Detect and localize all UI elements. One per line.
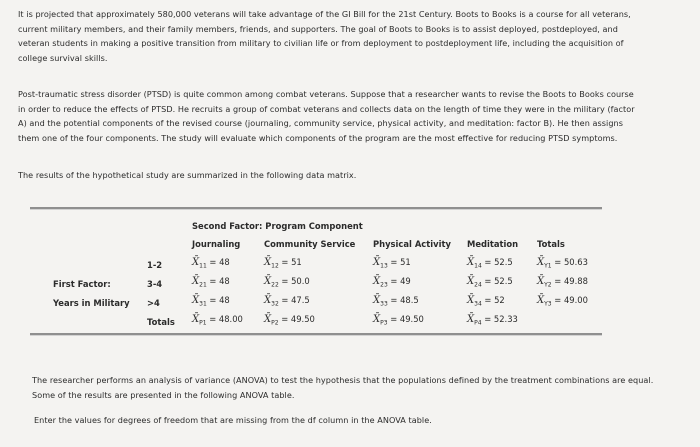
cell-subscript: 14: [474, 262, 482, 270]
row-label-totals: Totals: [147, 317, 175, 327]
instruction-line: Enter the values for degrees of freedom that are missing from the df column in the ANOVA table.: [34, 415, 432, 425]
cell-mean: [264, 276, 310, 289]
cell-value: = 50.0: [278, 276, 310, 286]
intro-paragraph: [18, 7, 688, 65]
intro-line: current military members, and their family members, friends, and supporters. The goal of Boots to Books is to assist deployed, postdeployed, and: [18, 23, 618, 34]
cell-subscript: 32: [271, 300, 279, 308]
column-header-physical-activity: Physical Activity: [373, 239, 451, 249]
anova-line: Some of the results are presented in the following ANOVA table.: [32, 389, 295, 400]
xbar-symbol: X̄: [264, 276, 272, 287]
first-factor-sublabel: Years in Military: [53, 298, 130, 308]
first-factor-label: First Factor:: [53, 279, 111, 289]
cell-mean: [192, 314, 243, 327]
cell-subscript: 34: [474, 300, 482, 308]
cell-subscript: 31: [199, 300, 207, 308]
xbar-symbol: X̄: [467, 314, 475, 325]
cell-mean: [373, 295, 419, 308]
xbar-symbol: X̄: [537, 257, 545, 268]
cell-subscript: 12: [271, 262, 279, 270]
cell-mean: [373, 314, 424, 327]
cell-mean: [467, 295, 505, 308]
xbar-symbol: X̄: [537, 276, 545, 287]
instruction-text: [34, 413, 700, 428]
cell-subscript: 23: [380, 281, 388, 289]
ptsd-line: them one of the four components. The study will evaluate which components of the program are the most effective for reducing PTSD symptoms.: [18, 132, 618, 143]
cell-mean: [192, 276, 230, 289]
cell-value: = 48.00: [206, 314, 243, 324]
cell-value: = 48: [206, 276, 230, 286]
cell-subscript: P3: [380, 319, 388, 327]
row-label-over-4: >4: [147, 298, 160, 308]
cell-value: = 49.00: [551, 295, 588, 305]
xbar-symbol: X̄: [467, 295, 475, 306]
cell-subscript: 22: [271, 281, 279, 289]
second-factor-title: Second Factor: Program Component: [192, 221, 363, 231]
summary-text: [18, 168, 688, 183]
cell-subscript: P1: [199, 319, 207, 327]
cell-mean: [192, 295, 230, 308]
cell-mean: [373, 257, 411, 270]
xbar-symbol: X̄: [373, 295, 381, 306]
cell-value: = 52.5: [481, 257, 513, 267]
xbar-symbol: X̄: [264, 257, 272, 268]
cell-mean: [373, 276, 411, 289]
summary-line: The results of the hypothetical study are summarized in the following data matrix.: [18, 170, 357, 180]
intro-line: veteran students in making a positive transition from military to civilian life or from deployment to postdeployment life, including the acquisition of: [18, 38, 624, 49]
column-header-community-service: Community Service: [264, 239, 356, 249]
xbar-symbol: X̄: [373, 314, 381, 325]
cell-subscript: Y2: [544, 281, 552, 289]
cell-subscript: 33: [380, 300, 388, 308]
cell-subscript: Y1: [544, 262, 552, 270]
cell-value: = 49.88: [551, 276, 588, 286]
cell-subscript: 11: [199, 262, 207, 270]
cell-value: = 52: [481, 295, 505, 305]
xbar-symbol: X̄: [192, 257, 200, 268]
xbar-symbol: X̄: [373, 257, 381, 268]
matrix-top-rule: [30, 207, 602, 210]
cell-value: = 47.5: [278, 295, 310, 305]
cell-mean: [467, 257, 513, 270]
cell-subscript: P2: [271, 319, 279, 327]
column-header-totals: Totals: [537, 239, 565, 249]
cell-mean: [537, 295, 588, 308]
anova-paragraph: [32, 373, 700, 402]
cell-value: = 49.50: [278, 314, 315, 324]
cell-mean: [537, 276, 588, 289]
xbar-symbol: X̄: [467, 257, 475, 268]
cell-value: = 51: [278, 257, 302, 267]
intro-line: college survival skills.: [18, 52, 108, 63]
cell-mean: [537, 257, 588, 270]
xbar-symbol: X̄: [264, 295, 272, 306]
cell-value: = 49: [387, 276, 411, 286]
cell-mean: [192, 257, 230, 270]
cell-value: = 52.33: [481, 314, 518, 324]
matrix-bottom-rule: [30, 333, 602, 336]
cell-value: = 49.50: [387, 314, 424, 324]
ptsd-line: Post-traumatic stress disorder (PTSD) is quite common among combat veterans. Suppose that a researcher wants to revise the Boots to Books course: [18, 89, 634, 99]
xbar-symbol: X̄: [192, 314, 200, 325]
cell-mean: [467, 276, 513, 289]
cell-mean: [264, 257, 302, 270]
cell-value: = 48.5: [387, 295, 419, 305]
xbar-symbol: X̄: [373, 276, 381, 287]
ptsd-paragraph: [18, 87, 688, 145]
cell-value: = 50.63: [551, 257, 588, 267]
cell-subscript: Y3: [544, 300, 552, 308]
cell-subscript: 24: [474, 281, 482, 289]
xbar-symbol: X̄: [537, 295, 545, 306]
column-header-meditation: Meditation: [467, 239, 519, 249]
column-header-journaling: Journaling: [192, 239, 241, 249]
cell-value: = 52.5: [481, 276, 513, 286]
xbar-symbol: X̄: [467, 276, 475, 287]
ptsd-line: in order to reduce the effects of PTSD. He recruits a group of combat veterans and collects data on the length of time they were in the military (factor: [18, 103, 635, 114]
xbar-symbol: X̄: [192, 295, 200, 306]
cell-mean: [264, 295, 310, 308]
intro-line: It is projected that approximately 580,000 veterans will take advantage of the GI Bill for the 21st Century. Boots to Books is a course for all veterans,: [18, 9, 631, 19]
row-label-3-4: 3-4: [147, 279, 163, 289]
cell-subscript: 13: [380, 262, 388, 270]
xbar-symbol: X̄: [264, 314, 272, 325]
xbar-symbol: X̄: [192, 276, 200, 287]
cell-mean: [467, 314, 518, 327]
cell-value: = 48: [206, 257, 230, 267]
cell-value: = 51: [387, 257, 411, 267]
cell-subscript: 21: [199, 281, 207, 289]
cell-subscript: P4: [474, 319, 482, 327]
cell-value: = 48: [206, 295, 230, 305]
ptsd-line: A) and the potential components of the revised course (journaling, community service, physical activity, and meditation: factor B). He then assigns: [18, 118, 623, 129]
row-label-1-2: 1-2: [147, 260, 163, 270]
anova-line: The researcher performs an analysis of variance (ANOVA) to test the hypothesis that the populations defined by the treatment combinations are equal.: [32, 375, 654, 385]
cell-mean: [264, 314, 315, 327]
